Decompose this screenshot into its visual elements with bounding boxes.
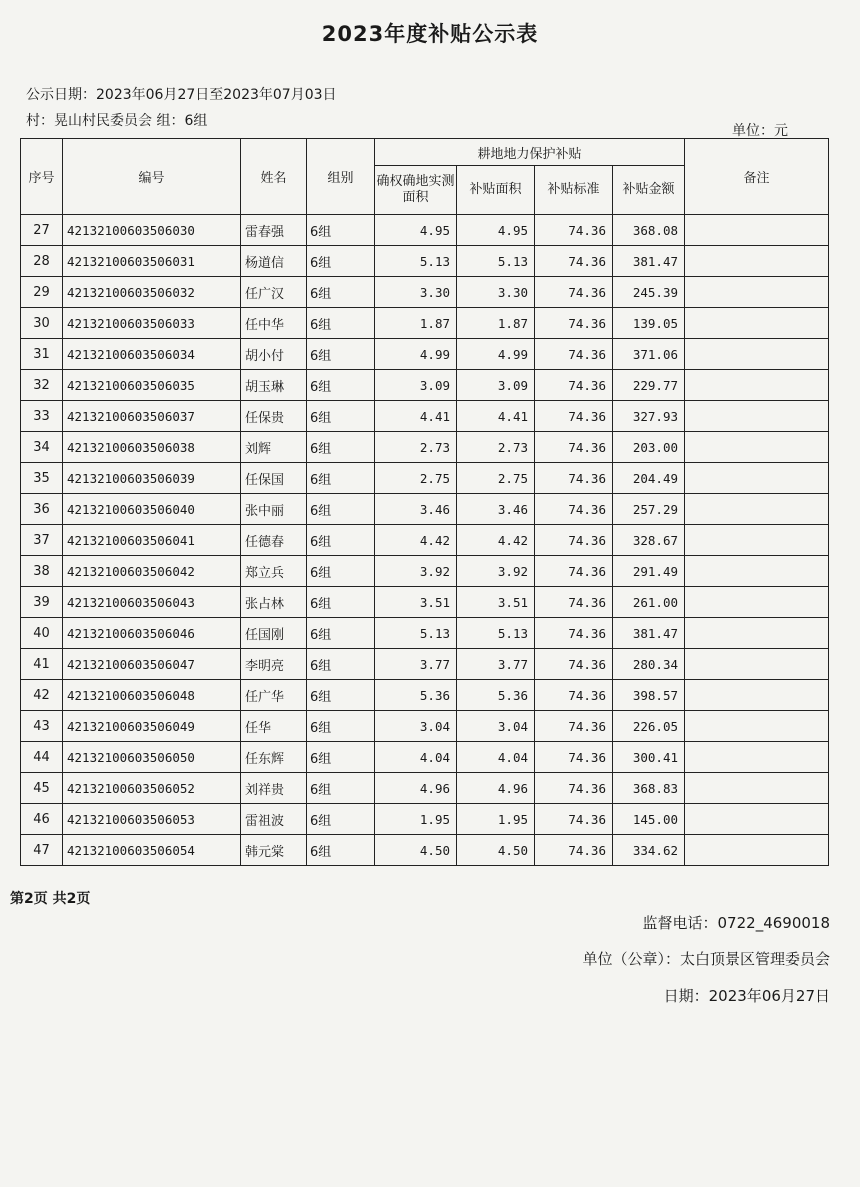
cell-amount: 328.67	[613, 525, 685, 556]
cell-group: 6组	[307, 618, 375, 649]
cell-remark	[685, 215, 829, 246]
cell-name: 郑立兵	[241, 556, 307, 587]
cell-standard: 74.36	[535, 215, 613, 246]
table-row	[21, 556, 829, 587]
table-row	[21, 308, 829, 339]
village-group: 村：晃山村民委员会 组：6组	[26, 113, 208, 129]
cell-group: 6组	[307, 277, 375, 308]
cell-code: 42132100603506038	[63, 432, 241, 463]
cell-remark	[685, 773, 829, 804]
cell-code: 42132100603506049	[63, 711, 241, 742]
cell-amount: 381.47	[613, 618, 685, 649]
cell-standard: 74.36	[535, 804, 613, 835]
cell-subsidy-area: 1.95	[457, 804, 535, 835]
cell-group: 6组	[307, 556, 375, 587]
cell-group: 6组	[307, 246, 375, 277]
cell-standard: 74.36	[535, 742, 613, 773]
header-remark: 备注	[685, 139, 829, 215]
cell-amount: 280.34	[613, 649, 685, 680]
cell-amount: 291.49	[613, 556, 685, 587]
cell-measured-area: 2.75	[375, 463, 457, 494]
cell-amount: 261.00	[613, 587, 685, 618]
cell-code: 42132100603506048	[63, 680, 241, 711]
cell-remark	[685, 494, 829, 525]
cell-seq: 35	[21, 463, 63, 494]
cell-seq: 31	[21, 339, 63, 370]
cell-seq: 38	[21, 556, 63, 587]
cell-code: 42132100603506042	[63, 556, 241, 587]
cell-code: 42132100603506035	[63, 370, 241, 401]
page-indicator: 第2页 共2页	[10, 891, 91, 907]
cell-name: 李明亮	[241, 649, 307, 680]
issue-date: 日期：2023年06月27日	[663, 987, 830, 1005]
cell-amount: 368.83	[613, 773, 685, 804]
table-row	[21, 804, 829, 835]
cell-group: 6组	[307, 649, 375, 680]
cell-code: 42132100603506030	[63, 215, 241, 246]
subsidy-table	[20, 138, 829, 866]
cell-name: 任德春	[241, 525, 307, 556]
header-seq: 序号	[21, 139, 63, 215]
cell-standard: 74.36	[535, 401, 613, 432]
cell-amount: 371.06	[613, 339, 685, 370]
table-row	[21, 711, 829, 742]
cell-subsidy-area: 4.41	[457, 401, 535, 432]
cell-subsidy-area: 3.92	[457, 556, 535, 587]
header-name: 姓名	[241, 139, 307, 215]
cell-code: 42132100603506052	[63, 773, 241, 804]
cell-group: 6组	[307, 215, 375, 246]
cell-remark	[685, 308, 829, 339]
cell-standard: 74.36	[535, 308, 613, 339]
table-row	[21, 525, 829, 556]
cell-subsidy-area: 3.51	[457, 587, 535, 618]
cell-amount: 139.05	[613, 308, 685, 339]
cell-subsidy-area: 2.73	[457, 432, 535, 463]
cell-remark	[685, 525, 829, 556]
cell-name: 任广汉	[241, 277, 307, 308]
table-row	[21, 401, 829, 432]
header-amount: 补贴金额	[613, 166, 685, 215]
cell-measured-area: 3.51	[375, 587, 457, 618]
cell-name: 任国刚	[241, 618, 307, 649]
cell-amount: 300.41	[613, 742, 685, 773]
cell-subsidy-area: 3.09	[457, 370, 535, 401]
cell-name: 胡小付	[241, 339, 307, 370]
cell-measured-area: 3.77	[375, 649, 457, 680]
cell-measured-area: 5.36	[375, 680, 457, 711]
cell-group: 6组	[307, 835, 375, 866]
cell-measured-area: 4.96	[375, 773, 457, 804]
cell-remark	[685, 742, 829, 773]
cell-name: 张占林	[241, 587, 307, 618]
cell-subsidy-area: 4.04	[457, 742, 535, 773]
header-group: 组别	[307, 139, 375, 215]
cell-seq: 46	[21, 804, 63, 835]
cell-seq: 47	[21, 835, 63, 866]
cell-measured-area: 4.04	[375, 742, 457, 773]
header-subsidy-area: 补贴面积	[457, 166, 535, 215]
cell-name: 雷祖波	[241, 804, 307, 835]
cell-remark	[685, 804, 829, 835]
cell-remark	[685, 618, 829, 649]
cell-remark	[685, 401, 829, 432]
publish-period: 公示日期：2023年06月27日至2023年07月03日	[26, 87, 337, 103]
cell-code: 42132100603506053	[63, 804, 241, 835]
table-row	[21, 277, 829, 308]
cell-measured-area: 3.46	[375, 494, 457, 525]
cell-measured-area: 4.41	[375, 401, 457, 432]
cell-remark	[685, 432, 829, 463]
header-standard: 补贴标准	[535, 166, 613, 215]
cell-measured-area: 1.95	[375, 804, 457, 835]
table-row	[21, 494, 829, 525]
cell-group: 6组	[307, 773, 375, 804]
cell-remark	[685, 463, 829, 494]
cell-subsidy-area: 4.96	[457, 773, 535, 804]
cell-seq: 32	[21, 370, 63, 401]
cell-subsidy-area: 3.04	[457, 711, 535, 742]
cell-code: 42132100603506032	[63, 277, 241, 308]
header-measured-area: 确权确地实测面积	[375, 166, 457, 215]
cell-seq: 28	[21, 246, 63, 277]
cell-name: 任中华	[241, 308, 307, 339]
cell-group: 6组	[307, 463, 375, 494]
cell-code: 42132100603506039	[63, 463, 241, 494]
cell-remark	[685, 339, 829, 370]
cell-measured-area: 3.09	[375, 370, 457, 401]
cell-group: 6组	[307, 308, 375, 339]
cell-remark	[685, 556, 829, 587]
cell-seq: 43	[21, 711, 63, 742]
cell-remark	[685, 711, 829, 742]
cell-measured-area: 3.92	[375, 556, 457, 587]
cell-amount: 203.00	[613, 432, 685, 463]
cell-standard: 74.36	[535, 246, 613, 277]
table-row	[21, 215, 829, 246]
cell-subsidy-area: 5.13	[457, 618, 535, 649]
cell-name: 胡玉琳	[241, 370, 307, 401]
cell-seq: 41	[21, 649, 63, 680]
cell-name: 雷春强	[241, 215, 307, 246]
cell-group: 6组	[307, 587, 375, 618]
cell-seq: 44	[21, 742, 63, 773]
cell-seq: 29	[21, 277, 63, 308]
cell-standard: 74.36	[535, 711, 613, 742]
cell-amount: 226.05	[613, 711, 685, 742]
cell-code: 42132100603506050	[63, 742, 241, 773]
cell-standard: 74.36	[535, 463, 613, 494]
cell-subsidy-area: 3.77	[457, 649, 535, 680]
cell-seq: 37	[21, 525, 63, 556]
cell-group: 6组	[307, 401, 375, 432]
cell-amount: 245.39	[613, 277, 685, 308]
cell-measured-area: 5.13	[375, 246, 457, 277]
cell-code: 42132100603506034	[63, 339, 241, 370]
table-row	[21, 649, 829, 680]
document-title: 2023年度补贴公示表	[321, 22, 539, 46]
cell-standard: 74.36	[535, 494, 613, 525]
cell-standard: 74.36	[535, 618, 613, 649]
cell-group: 6组	[307, 711, 375, 742]
cell-standard: 74.36	[535, 649, 613, 680]
table-row	[21, 463, 829, 494]
cell-standard: 74.36	[535, 773, 613, 804]
cell-group: 6组	[307, 804, 375, 835]
table-row	[21, 587, 829, 618]
cell-remark	[685, 680, 829, 711]
cell-group: 6组	[307, 370, 375, 401]
issuing-authority: 单位（公章）：太白顶景区管理委员会	[582, 950, 830, 968]
table-row	[21, 246, 829, 277]
table-row	[21, 680, 829, 711]
cell-measured-area: 3.04	[375, 711, 457, 742]
currency-unit: 单位：元	[732, 123, 788, 139]
cell-subsidy-area: 5.13	[457, 246, 535, 277]
cell-name: 刘祥贵	[241, 773, 307, 804]
cell-remark	[685, 835, 829, 866]
header-subsidy-group: 耕地地力保护补贴	[375, 139, 685, 166]
cell-name: 韩元棠	[241, 835, 307, 866]
cell-amount: 381.47	[613, 246, 685, 277]
cell-measured-area: 3.30	[375, 277, 457, 308]
cell-name: 张中丽	[241, 494, 307, 525]
table-row	[21, 742, 829, 773]
cell-measured-area: 1.87	[375, 308, 457, 339]
cell-remark	[685, 587, 829, 618]
cell-remark	[685, 246, 829, 277]
cell-subsidy-area: 3.30	[457, 277, 535, 308]
cell-measured-area: 4.50	[375, 835, 457, 866]
cell-seq: 36	[21, 494, 63, 525]
cell-amount: 334.62	[613, 835, 685, 866]
cell-name: 杨道信	[241, 246, 307, 277]
cell-name: 任华	[241, 711, 307, 742]
table-row	[21, 370, 829, 401]
cell-code: 42132100603506047	[63, 649, 241, 680]
cell-standard: 74.36	[535, 277, 613, 308]
cell-measured-area: 4.95	[375, 215, 457, 246]
cell-name: 任保国	[241, 463, 307, 494]
cell-standard: 74.36	[535, 556, 613, 587]
table-row	[21, 432, 829, 463]
cell-amount: 204.49	[613, 463, 685, 494]
cell-subsidy-area: 4.95	[457, 215, 535, 246]
cell-standard: 74.36	[535, 339, 613, 370]
cell-remark	[685, 649, 829, 680]
cell-subsidy-area: 1.87	[457, 308, 535, 339]
supervision-phone: 监督电话：0722_4690018	[642, 914, 830, 932]
cell-seq: 33	[21, 401, 63, 432]
cell-subsidy-area: 4.99	[457, 339, 535, 370]
cell-remark	[685, 277, 829, 308]
cell-group: 6组	[307, 742, 375, 773]
cell-name: 任广华	[241, 680, 307, 711]
cell-seq: 30	[21, 308, 63, 339]
cell-code: 42132100603506040	[63, 494, 241, 525]
cell-standard: 74.36	[535, 525, 613, 556]
cell-code: 42132100603506033	[63, 308, 241, 339]
cell-name: 刘辉	[241, 432, 307, 463]
cell-seq: 45	[21, 773, 63, 804]
cell-group: 6组	[307, 339, 375, 370]
table-row	[21, 618, 829, 649]
cell-name: 任保贵	[241, 401, 307, 432]
cell-standard: 74.36	[535, 587, 613, 618]
cell-measured-area: 5.13	[375, 618, 457, 649]
cell-code: 42132100603506054	[63, 835, 241, 866]
cell-amount: 145.00	[613, 804, 685, 835]
cell-standard: 74.36	[535, 680, 613, 711]
cell-amount: 229.77	[613, 370, 685, 401]
cell-code: 42132100603506041	[63, 525, 241, 556]
cell-subsidy-area: 4.50	[457, 835, 535, 866]
cell-measured-area: 4.42	[375, 525, 457, 556]
cell-measured-area: 2.73	[375, 432, 457, 463]
cell-code: 42132100603506031	[63, 246, 241, 277]
cell-amount: 327.93	[613, 401, 685, 432]
cell-standard: 74.36	[535, 432, 613, 463]
cell-amount: 368.08	[613, 215, 685, 246]
cell-standard: 74.36	[535, 835, 613, 866]
table-row	[21, 773, 829, 804]
cell-group: 6组	[307, 432, 375, 463]
cell-group: 6组	[307, 525, 375, 556]
cell-group: 6组	[307, 494, 375, 525]
cell-amount: 257.29	[613, 494, 685, 525]
cell-seq: 42	[21, 680, 63, 711]
cell-amount: 398.57	[613, 680, 685, 711]
cell-name: 任东辉	[241, 742, 307, 773]
header-code: 编号	[63, 139, 241, 215]
cell-seq: 40	[21, 618, 63, 649]
table-row	[21, 339, 829, 370]
cell-seq: 39	[21, 587, 63, 618]
cell-code: 42132100603506046	[63, 618, 241, 649]
cell-subsidy-area: 2.75	[457, 463, 535, 494]
cell-seq: 27	[21, 215, 63, 246]
cell-subsidy-area: 5.36	[457, 680, 535, 711]
cell-seq: 34	[21, 432, 63, 463]
cell-standard: 74.36	[535, 370, 613, 401]
cell-code: 42132100603506043	[63, 587, 241, 618]
cell-group: 6组	[307, 680, 375, 711]
cell-remark	[685, 370, 829, 401]
cell-code: 42132100603506037	[63, 401, 241, 432]
table-row	[21, 835, 829, 866]
cell-subsidy-area: 3.46	[457, 494, 535, 525]
cell-subsidy-area: 4.42	[457, 525, 535, 556]
cell-measured-area: 4.99	[375, 339, 457, 370]
